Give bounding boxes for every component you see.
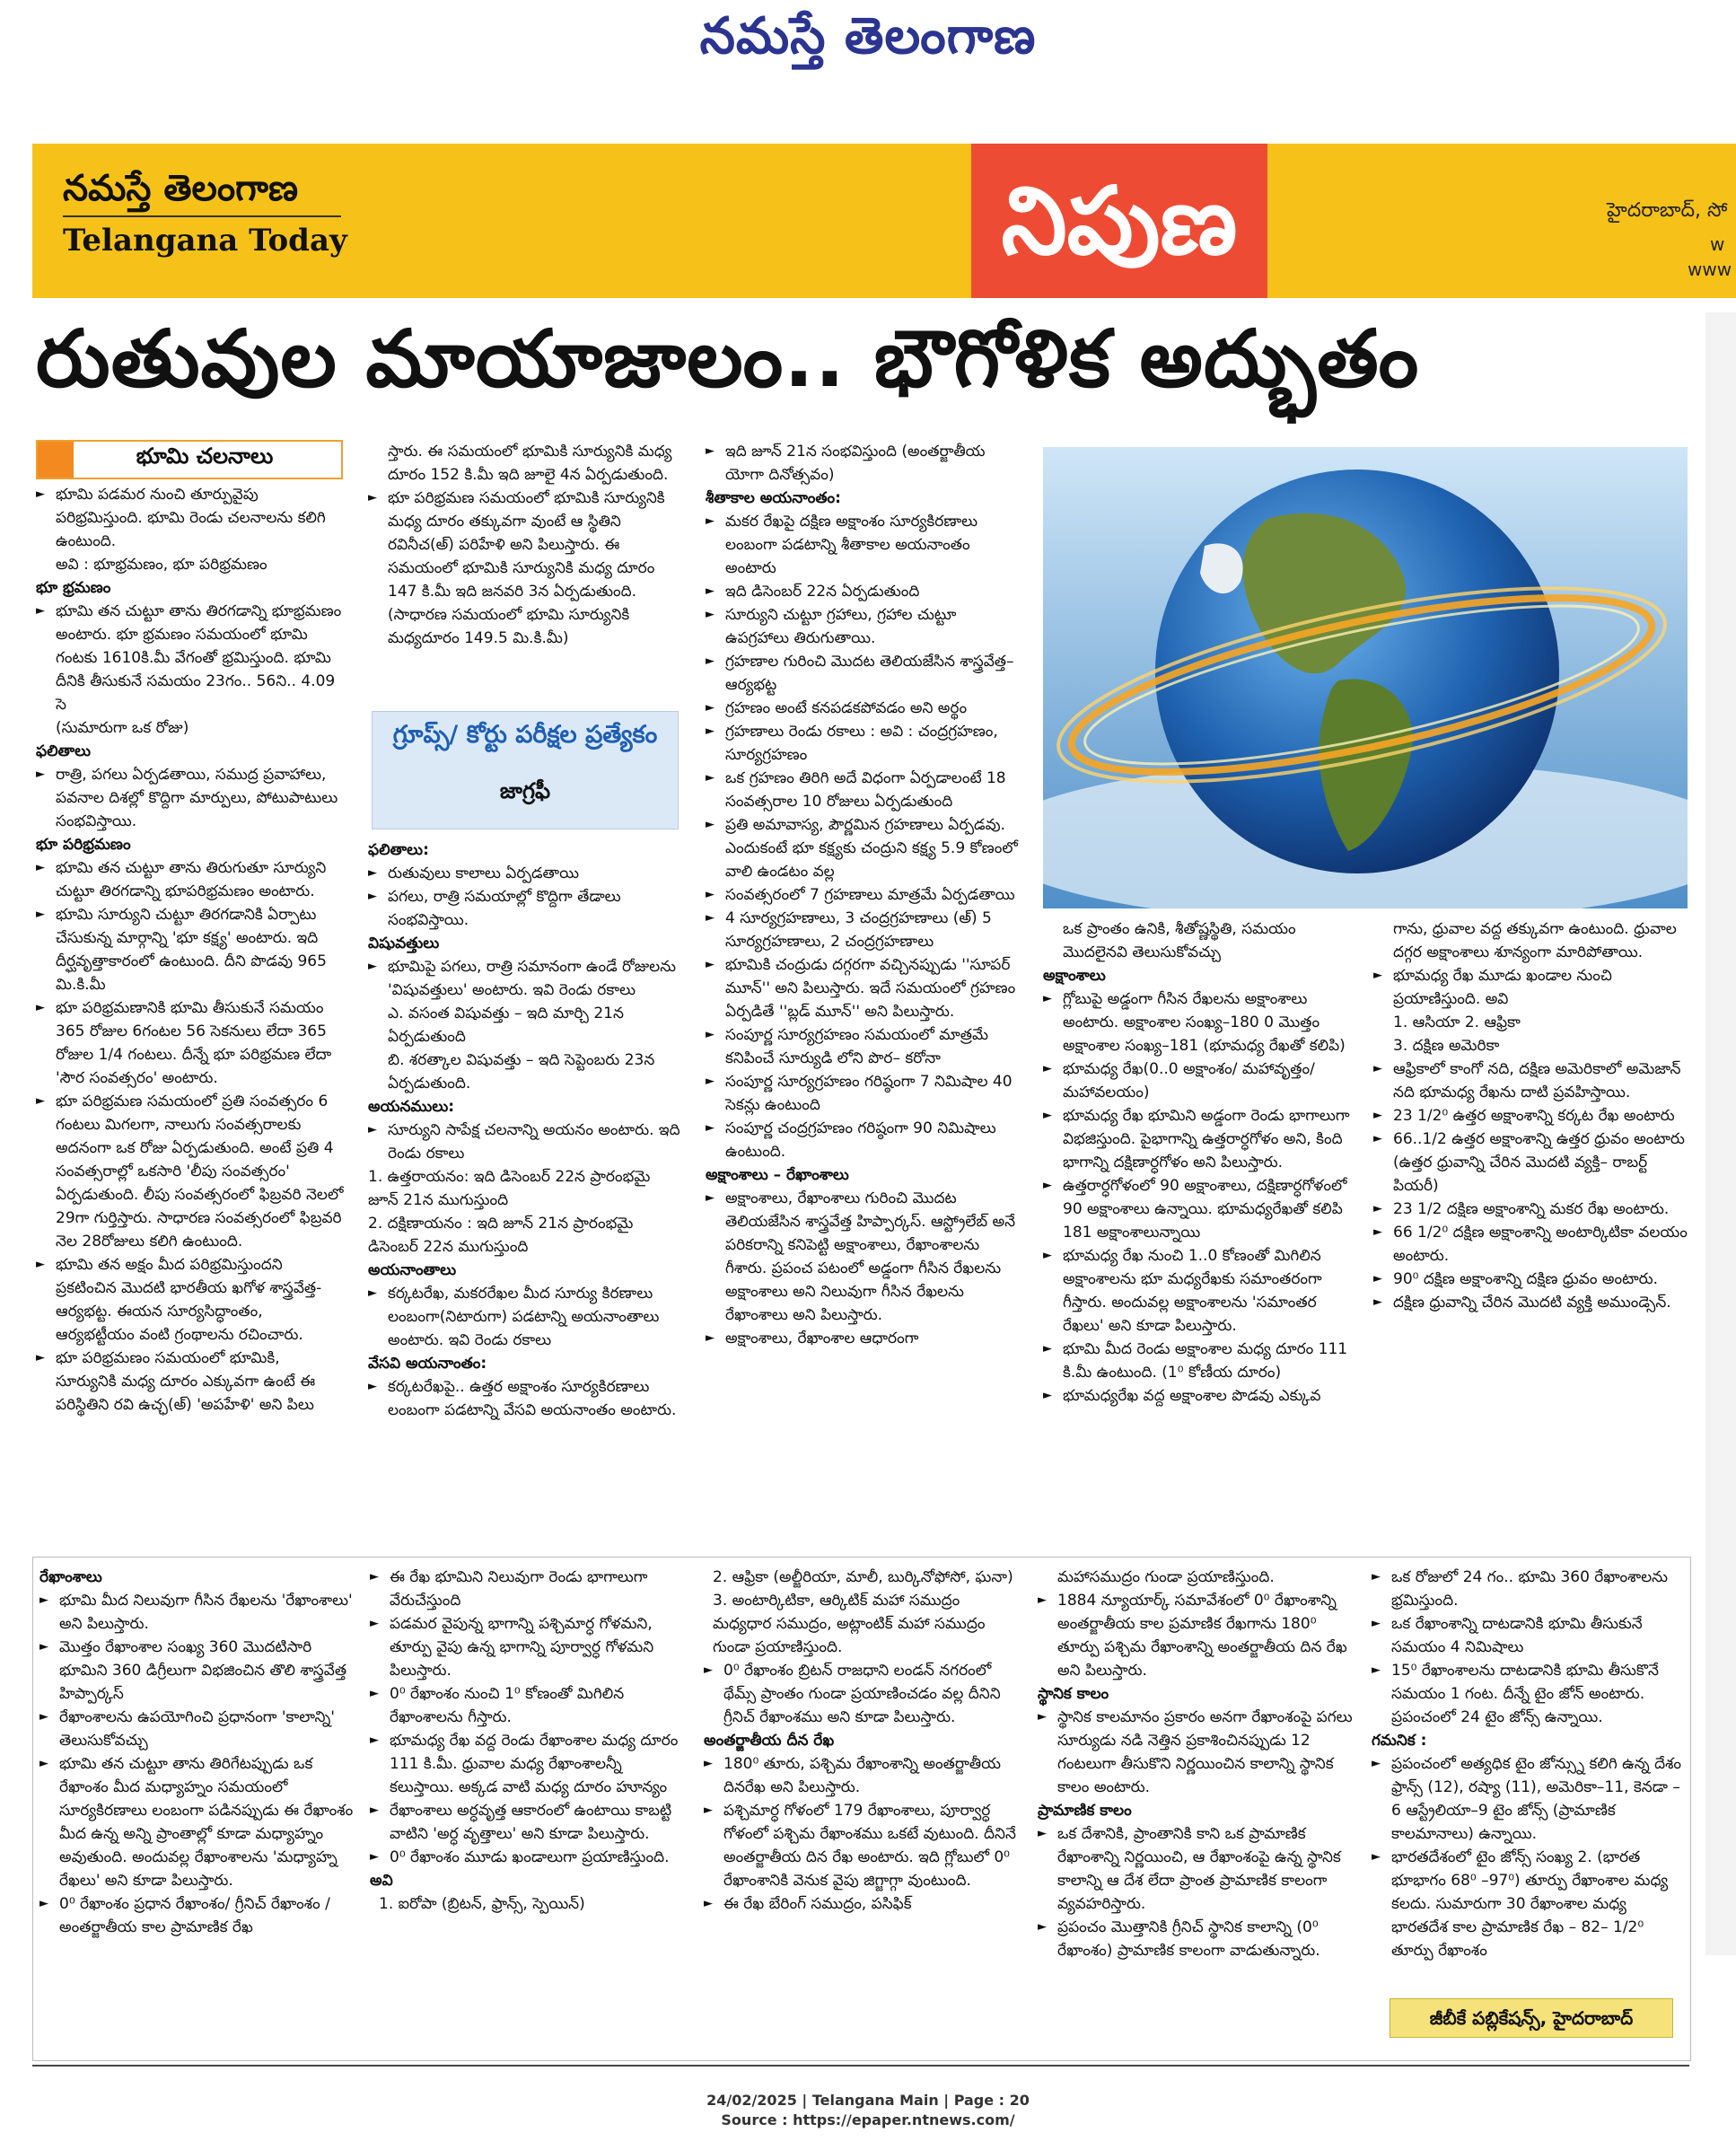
- list-item: ► సంపూర్ణ సూర్యగ్రహణం సమయంలో మాత్రమే కనిపించే సూర్యుడి లోని పొర– కరోనా: [706, 1023, 1020, 1070]
- dateline: హైదరాబాద్, సో: [1607, 199, 1728, 222]
- list-item: బి. శరత్కాల విషువత్తు – ఇది సెప్టెంబరు 23న ఏర్పడుతుంది.: [388, 1051, 655, 1093]
- exam-subject-label: జాగ్రఫీ: [499, 778, 551, 803]
- list-item: ► భూ పరిభ్రమణానికి భూమి తీసుకునే సమయం 365 రోజుల 6గంటల 56 సెకనులు లేదా 365 రోజుల 1/4 గంటలు. దీన్నే భూ పరిభ్రమణ లేదా 'సౌర సంవత్సరం' అంటారు.: [36, 996, 345, 1090]
- list-item: ► మకర రేఖపై దక్షిణ అక్షాంశం సూర్యకిరణాలు లంబంగా పడటాన్ని శీతాకాల అయనాంతం అంటారు: [706, 510, 1020, 580]
- earth-globe-image: [1043, 447, 1688, 908]
- page-info: 24/02/2025 | Telangana Main | Page : 20: [706, 2092, 1030, 2109]
- list-item: ► భూమధ్య రేఖ నుంచి 1..0 కోణంతో మిగిలిన అక్షాంశాలను భూ మధ్యరేఖకు సమాంతరంగా గీస్తారు. అందువల్ల అక్షాంశాలను 'సమాంతర రేఖలు' అని కూడా పిలుస్తారు.: [1043, 1244, 1357, 1338]
- list-item: ► 0⁰ రేఖాంశం ప్రధాన రేఖాంశం/ గ్రీనిచ్ రేఖాంశం / అంతర్జాతీయ కాల ప్రామాణిక రేఖ: [39, 1892, 355, 1939]
- subheading: అంతర్జాతీయ దీన రేఖ: [704, 1732, 835, 1750]
- list-item: ► 23 1/2⁰ ఉత్తర అక్షాంశాన్ని కర్కట రేఖ అంటారు: [1373, 1104, 1689, 1128]
- exam-special-title: గ్రూప్స్/ కోర్టు పరీక్షల ప్రత్యేకం: [392, 721, 658, 749]
- list-item: ► 66 1/2⁰ దక్షిణ అక్షాంశాన్ని అంటార్కిటికా వలయం అంటారు.: [1373, 1221, 1689, 1268]
- list-item: ► పశ్చిమార్ధ గోళంలో 179 రేఖాంశాలు, పూర్వార్ధ గోళంలో పశ్చిమ రేఖాంశము ఒకటే వుటుంది. దీనినే అంతర్జాతీయ దిన రేఖ అంటారు. ఇది గ్లోబులో 0⁰ రేఖాంశానికి వెనుక వైపు జిగ్జాగ్గా వుంటుంది.: [704, 1799, 1020, 1892]
- list-item: ► ఇది జూన్ 21న సంభవిస్తుంది (అంతర్జాతీయ యోగా దినోత్సవం): [706, 440, 1020, 487]
- subheading: అయనములు:: [368, 1098, 454, 1116]
- list-item: స్తారు. ఈ సమయంలో భూమికి సూర్యునికి మధ్య దూరం 152 కి.మీ ఇది జూలై 4న ఏర్పడుతుంది.: [388, 443, 672, 484]
- list-item: 3. దక్షిణ అమెరికా: [1393, 1037, 1500, 1055]
- subheading: ఫలితాలు: [36, 742, 92, 760]
- list-item: ► 0⁰ రేఖాంశం బ్రిటన్ రాజధాని లండన్ నగరంలో థేమ్స్ ప్రాంతం గుండా ప్రయాణించడం వల్ల దీనిని గ్రీనిచ్ రేఖాంశము అని కూడా పిలుస్తారు.: [704, 1659, 1020, 1729]
- list-item: ► రుతువులు కాలాలు ఏర్పడతాయి: [368, 862, 682, 885]
- list-item: ► భూమి మీద రెండు అక్షాంశాల మధ్య దూరం 111 కి.మీ ఉంటుంది. (1⁰ కోణీయ దూరం): [1043, 1338, 1357, 1384]
- list-item: 2. దక్షిణాయనం : ఇది జూన్ 21న ప్రారంభమై డిసెంబర్ 22న ముగుస్తుంది: [368, 1215, 634, 1256]
- list-item: గాను, ధ్రువాల వద్ద తక్కువగా ఉంటుంది. ధ్రువాల దగ్గర అక్షాంశాలు శూన్యంగా మారిపోతాయి.: [1393, 920, 1677, 961]
- list-item: 1. ఐరోపా (బ్రిటన్, ఫ్రాన్స్, స్పెయిన్): [379, 1895, 585, 1913]
- list-item: ► 90⁰ దక్షిణ అక్షాంశాన్ని దక్షిణ ధ్రువం అంటారు.: [1373, 1268, 1689, 1291]
- brand-block: [63, 167, 347, 259]
- column-title: భూమి చలనాలు: [136, 443, 274, 469]
- subheading: ప్రామాణిక కాలం: [1038, 1802, 1132, 1820]
- list-item: 1. ఉత్తరాయనం: ఇది డిసెంబర్ 22న ప్రారంభమై జూన్ 21న ముగుస్తుంది: [368, 1168, 651, 1209]
- list-item: ► 15⁰ రేఖాంశాలను దాటడానికి భూమి తీసుకొనే సమయం 1 గంట. దీన్నే టైం జోన్ అంటారు. ప్రపంచంలో 24 టైం జోన్స్ ఉన్నాయి.: [1372, 1659, 1684, 1729]
- list-item: ► భూమి పడమర నుంచి తూర్పువైపు పరిభ్రమిస్తుంది. భూమి రెండు చలనాలను కలిగి ఉంటుంది.: [36, 483, 345, 553]
- list-item: ► ఈ రేఖ బేరింగ్ సముద్రం, పసిఫిక్: [704, 1892, 1020, 1916]
- masthead-logo: నమస్తే తెలంగాణ: [699, 7, 1037, 66]
- subheading: అక్షాంశాలు: [1043, 967, 1106, 985]
- list-item: ► గ్రహణాలు రెండు రకాలు : అవి : చంద్రగ్రహణం, సూర్యగ్రహణం: [706, 720, 1020, 767]
- list-item: ► భూమధ్య రేఖ(0..0 అక్షాంశం/ మహావృత్తం/ మహావలయం): [1043, 1057, 1357, 1104]
- source-link[interactable]: Source : https://epaper.ntnews.com/: [721, 2111, 1015, 2128]
- list-item: ► భూమిపై పగలు, రాత్రి సమానంగా ఉండే రోజులను 'విషువత్తులు' అంటారు. ఇవి రెండు రకాలు: [368, 955, 682, 1002]
- article-column-5: [1373, 917, 1689, 1535]
- adjacent-page-strip: [1705, 312, 1736, 1955]
- list-item: ► భూమధ్యరేఖ వద్ద అక్షాంశాల పొడవు ఎక్కువ: [1043, 1384, 1357, 1408]
- list-item: ► ఈ రేఖ భూమిని నిలువుగా రెండు భాగాలుగా వేరుచేస్తుంది: [370, 1566, 686, 1612]
- subheading: స్థానిక కాలం: [1038, 1685, 1109, 1703]
- article-column-4: [1043, 917, 1357, 1535]
- list-item: 3. అంటార్కిటికా, ఆర్కిటిక్ మహా సముద్రం మధ్యధార సముద్రం, అట్లాంటిక్ మహా సముద్రం గుండా ప్రయాణిస్తుంది.: [713, 1592, 986, 1656]
- list-item: ► భూమధ్య రేఖ మూడు ఖండాల నుంచి ప్రయాణిస్తుంది. అవి: [1373, 964, 1689, 1011]
- list-item: ► భారతదేశంలో టైం జోన్స్ సంఖ్య 2. (భారత భూభాగం 68⁰ –97⁰) తూర్పు రేఖాంశాల మధ్య కలదు. సుమారుగా 30 రేఖాంశాల మధ్య భారతదేశ కాల ప్రామాణిక రేఖ – 82– 1/2⁰ తూర్పు రేఖాంశం: [1372, 1846, 1684, 1962]
- page-headline: రుతువుల మాయాజాలం.. భౌగోళిక అద్భుతం: [36, 312, 1420, 405]
- subheading: వేసవి అయనాంతం:: [368, 1355, 487, 1373]
- publisher-credit: జీబీకే పబ్లికేషన్స్, హైదరాబాద్: [1390, 1998, 1673, 2038]
- list-item: ► ఉత్తరార్ధగోళంలో 90 అక్షాంశాలు, దక్షిణార్ధగోళంలో 90 అక్షాంశాలు ఉన్నాయి. భూమధ్యరేఖతో కలిపి 181 అక్షాంశాలున్నాయి: [1043, 1174, 1357, 1244]
- list-item: ► 0⁰ రేఖాంశం మూడు ఖండాలుగా ప్రయాణిస్తుంది.: [370, 1846, 686, 1869]
- list-item: 1. ఆసియా 2. ఆఫ్రికా: [1393, 1014, 1521, 1031]
- bottom-column-4: [1038, 1566, 1354, 2058]
- list-item: ► స్థానిక కాలమానం ప్రకారం అనగా రేఖాంశంపై పగలు సూర్యుడు నడి నెత్తిన ప్రకాశించినప్పుడు 12 గంటలుగా తీసుకొని నిర్ణయించిన కాలాన్ని స్థానిక కాలం అంటారు.: [1038, 1706, 1354, 1799]
- list-item: ► ఒక రోజులో 24 గం.. భూమి 360 రేఖాంశాలను భ్రమిస్తుంది.: [1372, 1566, 1684, 1612]
- brand-english: Telangana Today: [63, 223, 347, 259]
- list-item: ► కర్కటరేఖపై.. ఉత్తర అక్షాంశం సూర్యకిరణాలు లంబంగా పడటాన్ని వేసవి అయనాంతం అంటారు.: [368, 1375, 682, 1422]
- list-item: ► భూమధ్య రేఖ వద్ద రెండు రేఖాంశాల మధ్య దూరం 111 కి.మీ. ధ్రువాల మధ్య రేఖాంశాలన్నీ కలుస్తాయి. అక్కడ వాటి మధ్య దూరం హూన్యం: [370, 1729, 686, 1799]
- section-title: నిపుణ: [971, 144, 1267, 298]
- list-item: ► భూమి మీద నిలువుగా గీసిన రేఖలను 'రేఖాంశాలు' అని పిలుస్తారు.: [39, 1589, 355, 1636]
- list-item: ► అక్షాంశాలు, రేఖాంశాల ఆధారంగా: [706, 1327, 1020, 1350]
- list-item: ► ఆఫ్రికాలో కాంగో నది, దక్షిణ అమెరికాలో అమెజాన్ నది భూమధ్య రేఖను దాటి ప్రవహిస్తాయి.: [1373, 1057, 1689, 1104]
- subheading: శీతాకాల అయనాంతం:: [706, 489, 841, 507]
- brand-telugu: నమస్తే తెలంగాణ: [63, 168, 299, 209]
- list-item: అవి : భూభ్రమణం, భూ పరిభ్రమణం: [56, 556, 267, 574]
- subheading: భూ భ్రమణం: [36, 579, 111, 597]
- list-item: ► 180⁰ తూరు, పశ్చిమ రేఖాంశాన్ని అంతర్జాతీయ దినరేఖ అని పిలుస్తారు.: [704, 1752, 1020, 1799]
- brand-divider: [63, 215, 341, 217]
- subheading: అవి: [370, 1872, 393, 1890]
- list-item: ► రాత్రి, పగలు ఏర్పడతాయి, సముద్ర ప్రవాహాలు, పవనాల దిశల్లో కొద్దిగా మార్పులు, పోటుపాటులు సంభవిస్తాయి.: [36, 763, 345, 833]
- article-column-2: [368, 838, 682, 1535]
- list-item: ► ఇది డిసెంబర్ 22న ఏర్పడుతుంది: [706, 580, 1020, 603]
- bottom-column-1: [39, 1566, 355, 2058]
- list-item: ► 23 1/2 దక్షిణ అక్షాంశాన్ని మకర రేఖ అంటారు.: [1373, 1198, 1689, 1221]
- list-item: ► భూ పరిభ్రమణ సమయంలో భూమికి సూర్యునికి మధ్య దూరం తక్కువగా వుంటే ఆ స్థితిని రవినీచ(అ్) పరిహేళి అని పిలుస్తారు. ఈ సమయంలో భూమికి సూర్యునికి మధ్య దూరం 147 కి.మీ ఇది జనవరి 3న ఏర్పడుతుంది. (సాధారణ సమయంలో భూమి సూర్యునికి మధ్యదూరం 149.5 మి.కి.మీ): [368, 487, 682, 650]
- subheading: గమనిక :: [1372, 1732, 1427, 1750]
- article-column-2-top: [368, 440, 682, 700]
- list-item: ► సూర్యుని చుట్టూ గ్రహాలు, గ్రహాల చుట్టూ ఉపగ్రహాలు తిరుగుతాయి.: [706, 603, 1020, 650]
- list-item: ► భూమి తన చుట్టూ తాను తిరుగుతూ సూర్యుని చుట్టూ తిరగడాన్ని భూపరిభ్రమణం అంటారు.: [36, 856, 345, 903]
- subheading: భూ పరిభ్రమణం: [36, 836, 131, 854]
- list-item: ► భూమధ్య రేఖ భూమిని అడ్డంగా రెండు భాగాలుగా విభజిస్తుంది. పైభాగాన్ని ఉత్తరార్ధగోళం అని, కింది భాగాన్ని దక్షిణార్ధగోళం అని పిలుస్తారు.: [1043, 1104, 1357, 1174]
- web-line-2: www: [1688, 259, 1732, 280]
- web-line-1: w: [1710, 233, 1725, 255]
- subheading: అయనాంతాలు: [368, 1261, 457, 1279]
- list-item: ► 66..1/2 ఉత్తర అక్షాంశాన్ని ఉత్తర ధ్రువం అంటారు (ఉత్తర ధ్రువాన్ని చేరిన మొదటి వ్యక్తి– రాబర్ట్ పియరీ): [1373, 1128, 1689, 1198]
- list-item: 2. ఆఫ్రికా (అల్జీరియా, మాలీ, బుర్కినోఫోసో, ఘనా): [713, 1568, 1013, 1586]
- list-item: ► సంవత్సరంలో 7 గ్రహణాలు మాత్రమే ఏర్పడతాయి: [706, 883, 1020, 907]
- exam-special-box: [372, 711, 679, 829]
- subheading: అక్షాంశాలు – రేఖాంశాలు: [706, 1166, 849, 1184]
- list-item: ► సూర్యుని సాపేక్ష చలనాన్ని అయనం అంటారు. ఇది రెండు రకాలు: [368, 1119, 682, 1165]
- list-item: ► భూమికి చంద్రుడు దగ్గరగా వచ్చినప్పుడు ''సూపర్ మూన్'' అని పిలుస్తారు. ఇదే సమయంలో గ్రహణం ఏర్పడితే ''బ్లడ్ మూన్'' అని పిలుస్తారు.: [706, 953, 1020, 1023]
- list-item: ► భూ పరిభ్రమణం సమయంలో భూమికి, సూర్యునికి మధ్య దూరం ఎక్కువగా ఉంటే ఈ పరిస్థితిని రవి ఉచ్ఛ(అ్) 'అపహేళి' అని పిలు: [36, 1347, 345, 1417]
- list-item: ► పడమర వైపున్న భాగాన్ని పశ్చిమార్ధ గోళమని, తూర్పు వైపు ఉన్న భాగాన్ని పూర్వార్ధ గోళమని పిలుస్తారు.: [370, 1612, 686, 1682]
- list-item: ► గ్రహణాల గురించి మొదట తెలియజేసిన శాస్త్రవేత్త– ఆర్యభట్ట: [706, 650, 1020, 697]
- bottom-column-5: [1372, 1566, 1684, 1993]
- list-item: ► గ్లోబుపై అడ్డంగా గీసిన రేఖలను అక్షాంశాలు అంటారు. అక్షాంశాల సంఖ్య–180 0 మొత్తం అక్షాంశాల సంఖ్య–181 (భూమధ్య రేఖతో కలిపి): [1043, 987, 1357, 1057]
- list-item: మహాసముద్రం గుండా ప్రయాణిస్తుంది.: [1057, 1568, 1275, 1586]
- list-item: ► భూమి తన అక్షం మీద పరిభ్రమిస్తుందని ప్రకటించిన మొదటి భారతీయ ఖగోళ శాస్త్రవేత్త-ఆర్యభట్ట. ఈయన సూర్యసిద్ధాంతం, ఆర్యభట్టీయం వంటి గ్రంథాలను రచించారు.: [36, 1253, 345, 1347]
- list-item: ► రేఖాంశాలను ఉపయోగించి ప్రధానంగా 'కాలాన్ని' తెలుసుకోవచ్చు: [39, 1706, 355, 1752]
- list-item: (సుమారుగా ఒక రోజు): [56, 719, 189, 737]
- list-item: ► ఒక దేశానికి, ప్రాంతానికి కాని ఒక ప్రామాణిక రేఖాంశాన్ని నిర్ణయించి, ఆ రేఖాంశంపై ఉన్న స్థానిక కాలాన్ని ఆ దేశ లేదా ప్రాంత ప్రామాణిక కాలంగా వ్యవహరిస్తారు.: [1038, 1822, 1354, 1916]
- page-divider: [32, 2065, 1689, 2067]
- list-item: ► పగలు, రాత్రి సమయాల్లో కొద్దిగా తేడాలు సంభవిస్తాయి.: [368, 885, 682, 932]
- list-item: ► 0⁰ రేఖాంశం నుంచి 1⁰ కోణంతో మిగిలిన రేఖాంశాలను గీస్తారు.: [370, 1682, 686, 1729]
- list-item: ► భూ పరిభ్రమణ సమయంలో ప్రతి సంవత్సరం 6 గంటలు మిగలగా, నాలుగు సంవత్సరాలకు అదనంగా ఒక రోజు ఏర్పడుతుంది. అంటే ప్రతి 4 సంవత్సరాల్లో ఒకసారి 'లీపు సంవత్సరం' ఏర్పడుతుంది. లీపు సంవత్సరంలో ఫిబ్రవరి నెలలో 29గా గుర్తిస్తారు. సాధారణ సంవత్సరంలో ఫిబ్రవరి నెల 28రోజులు కలిగి ఉంటుంది.: [36, 1090, 345, 1253]
- list-item: ఎ. వసంత విషువత్తు – ఇది మార్చి 21న ఏర్పడుతుంది: [388, 1005, 624, 1046]
- list-item: ► భూమి తన చుట్టూ తాను తిరిగేటప్పుడు ఒక రేఖాంశం మీద మధ్యాహ్నం సమయంలో సూర్యకిరణాలు లంబంగా పడినప్పుడు ఈ రేఖాంశం మీద ఉన్న అన్ని ప్రాంతాల్లో కూడా మధ్యాహ్నం అవుతుంది. అందువల్ల రేఖాంశాలను 'మధ్యాహ్న రేఖలు' అని కూడా పిలుస్తారు.: [39, 1752, 355, 1892]
- article-column-1: [36, 483, 345, 1535]
- list-item: ► భూమి సూర్యుని చుట్టూ తిరగడానికి ఏర్పాటు చేసుకున్న మార్గాన్ని 'భూ కక్ష్య' అంటారు. ఇది దీర్ఘవృత్తాకారంలో ఉంటుంది. దీని పొడవు 965 మి.కి.మీ: [36, 903, 345, 996]
- list-item: ► ఒక గ్రహణం తిరిగి అదే విధంగా ఏర్పడాలంటే 18 సంవత్సరాల 10 రోజులు ఏర్పడుతుంది: [706, 767, 1020, 813]
- list-item: ► 1884 న్యూయార్క్ సమావేశంలో 0⁰ రేఖాంశాన్ని అంతర్జాతీయ కాల ప్రమాణిక రేఖగాను 180⁰ తూర్పు పశ్చిమ రేఖాంశాన్ని అంతర్జాతీయ దిన రేఖ అని పిలుస్తారు.: [1038, 1589, 1354, 1682]
- list-item: ► కర్కటరేఖ, మకరరేఖల మీద సూర్యు కిరణాలు లంబంగా(నిటారుగా) పడటాన్ని అయనాంతాలు అంటారు. ఇవి రెండు రకాలు: [368, 1282, 682, 1352]
- list-item: ► గ్రహణం అంటే కనపడకపోవడం అని అర్థం: [706, 697, 1020, 720]
- list-item: ► సంపూర్ణ చంద్రగ్రహణం గరిష్ఠంగా 90 నిమిషాలు ఉంటుంది.: [706, 1117, 1020, 1163]
- list-item: ► సంపూర్ణ సూర్యగ్రహణం గరిష్ఠంగా 7 నిమిషాల 40 సెకన్లు ఉంటుంది: [706, 1070, 1020, 1117]
- subheading: ఫలితాలు:: [368, 841, 429, 859]
- bottom-column-3: [704, 1566, 1020, 2058]
- list-item: ఒక ప్రాంతం ఉనికి, శీతోష్ణస్థితి, సమయం మొదలైనవి తెలుసుకోవచ్చు: [1063, 920, 1296, 961]
- list-item: ► దక్షిణ ధ్రువాన్ని చేరిన మొదటి వ్యక్తి అముండ్సెన్.: [1373, 1291, 1689, 1314]
- list-item: ► ప్రతి అమావాస్య, పౌర్ణమిన గ్రహణాలు ఏర్పడవు. ఎందుకంటే భూ కక్ష్యకు చంద్రుని కక్ష్య 5.9 కోణంలో వాలి ఉండటం వల్ల: [706, 813, 1020, 883]
- list-item: ► అక్షాంశాలు, రేఖాంశాలు గురించి మొదట తెలియజేసిన శాస్త్రవేత్త హిప్పార్కస్. ఆస్ట్రోలేబ్ అనే పరికరాన్ని కనిపెట్టి అక్షాంశాలు, రేఖాంశాలను గీశారు. ప్రపంచ పటంలో అడ్డంగా గీసిన రేఖలను అక్షాంశాలు అని నిలువుగా గీసిన రేఖలను రేఖాంశాలు అని పిలుస్తారు.: [706, 1187, 1020, 1327]
- list-item: ► 4 సూర్యగ్రహణాలు, 3 చంద్రగ్రహణాలు (అ్) 5 సూర్యగ్రహణాలు, 2 చంద్రగ్రహణాలు: [706, 907, 1020, 953]
- subheading: విషువత్తులు: [368, 935, 440, 952]
- list-item: ► భూమి తన చుట్టూ తాను తిరగడాన్ని భూభ్రమణం అంటారు. భూ భ్రమణం సమయంలో భూమి గంటకు 1610కి.మీ వేగంతో భ్రమిస్తుంది. భూమి దీనికి తీసుకునే సమయం 23గం.. 56ని.. 4.09 సె: [36, 600, 345, 716]
- list-item: ► ఒక రేఖాంశాన్ని దాటడానికి భూమి తీసుకునే సమయం 4 నిమిషాలు: [1372, 1612, 1684, 1659]
- list-item: ► మొత్తం రేఖాంశాల సంఖ్య 360 మొదటిసారి భూమిని 360 డిగ్రీలుగా విభజించిన తొలి శాస్త్రవేత్త హిప్పార్కస్: [39, 1636, 355, 1706]
- bottom-column-2: [370, 1566, 686, 2058]
- article-column-3: [706, 440, 1020, 1535]
- list-item: ► ప్రపంచంలో అత్యధిక టైం జోన్స్ను కలిగి ఉన్న దేశం ఫ్రాన్స్ (12), రష్యా (11), అమెరికా–11, కెనడా –6 ఆస్ట్రేలియా–9 టైం జోన్స్ (ప్రామాణిక కాలమానాలు) ఉన్నాయి.: [1372, 1752, 1684, 1846]
- list-item: ► ప్రపంచం మొత్తానికి గ్రీనిచ్ స్థానిక కాలాన్ని (0⁰ రేఖాంశం) ప్రామాణిక కాలంగా వాడుతున్నారు.: [1038, 1916, 1354, 1962]
- subheading: రేఖాంశాలు: [39, 1568, 102, 1586]
- list-item: ► రేఖాంశాలు అర్ధవృత్త ఆకారంలో ఉంటాయి కాబట్టి వాటిని 'అర్ధ వృత్తాలు' అని కూడా పిలుస్తారు.: [370, 1799, 686, 1846]
